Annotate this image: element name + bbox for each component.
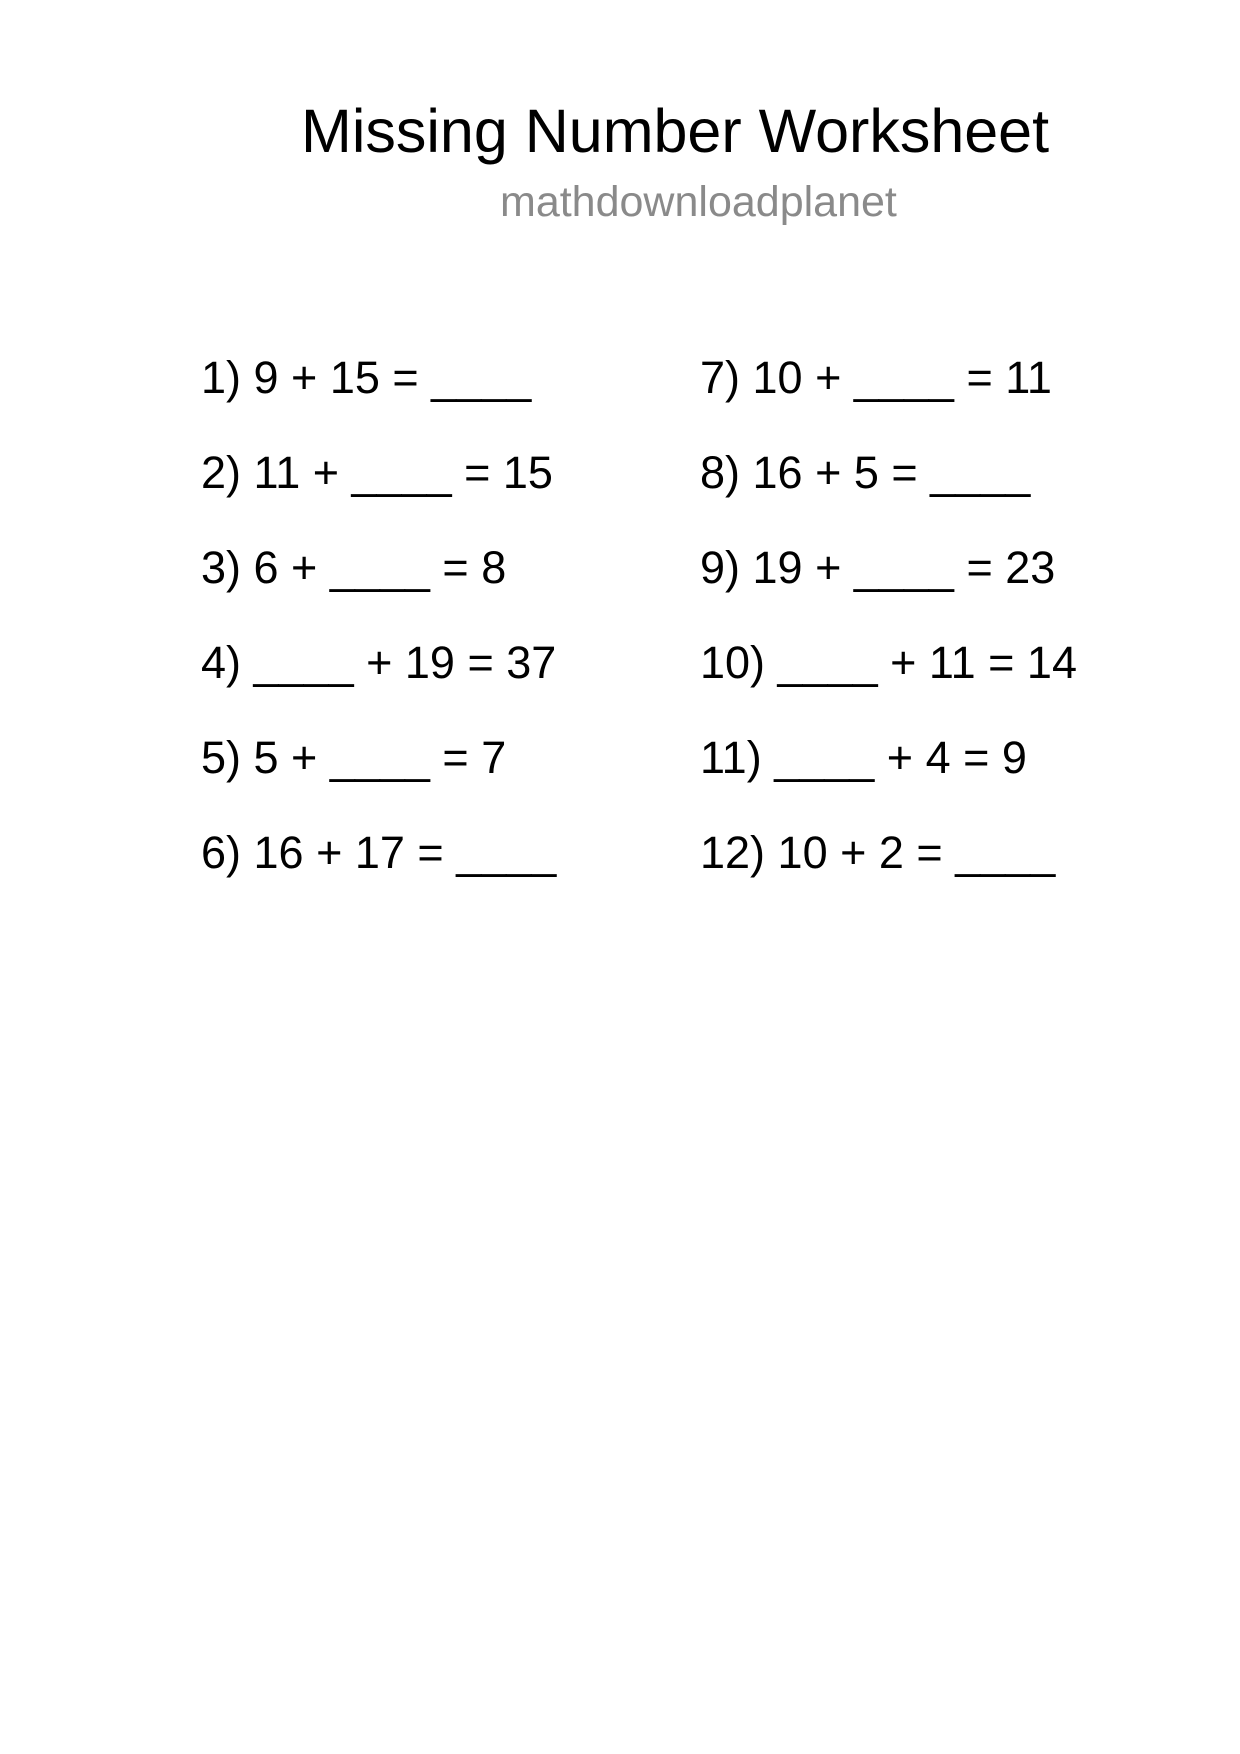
problem-8: 8) 16 + 5 = ____ (700, 447, 1031, 498)
problem-3: 3) 6 + ____ = 8 (201, 542, 507, 593)
problem-7: 7) 10 + ____ = 11 (700, 352, 1052, 403)
problem-5: 5) 5 + ____ = 7 (201, 732, 507, 783)
problem-2: 2) 11 + ____ = 15 (201, 447, 553, 498)
worksheet-source: mathdownloadplanet (500, 178, 897, 226)
problem-4: 4) ____ + 19 = 37 (201, 637, 557, 688)
problem-9: 9) 19 + ____ = 23 (700, 542, 1056, 593)
worksheet-title: Missing Number Worksheet (301, 97, 1050, 165)
problem-12: 12) 10 + 2 = ____ (700, 827, 1056, 878)
problem-10: 10) ____ + 11 = 14 (700, 637, 1077, 688)
problem-6: 6) 16 + 17 = ____ (201, 827, 557, 878)
problem-1: 1) 9 + 15 = ____ (201, 352, 532, 403)
problem-11: 11) ____ + 4 = 9 (700, 732, 1027, 783)
